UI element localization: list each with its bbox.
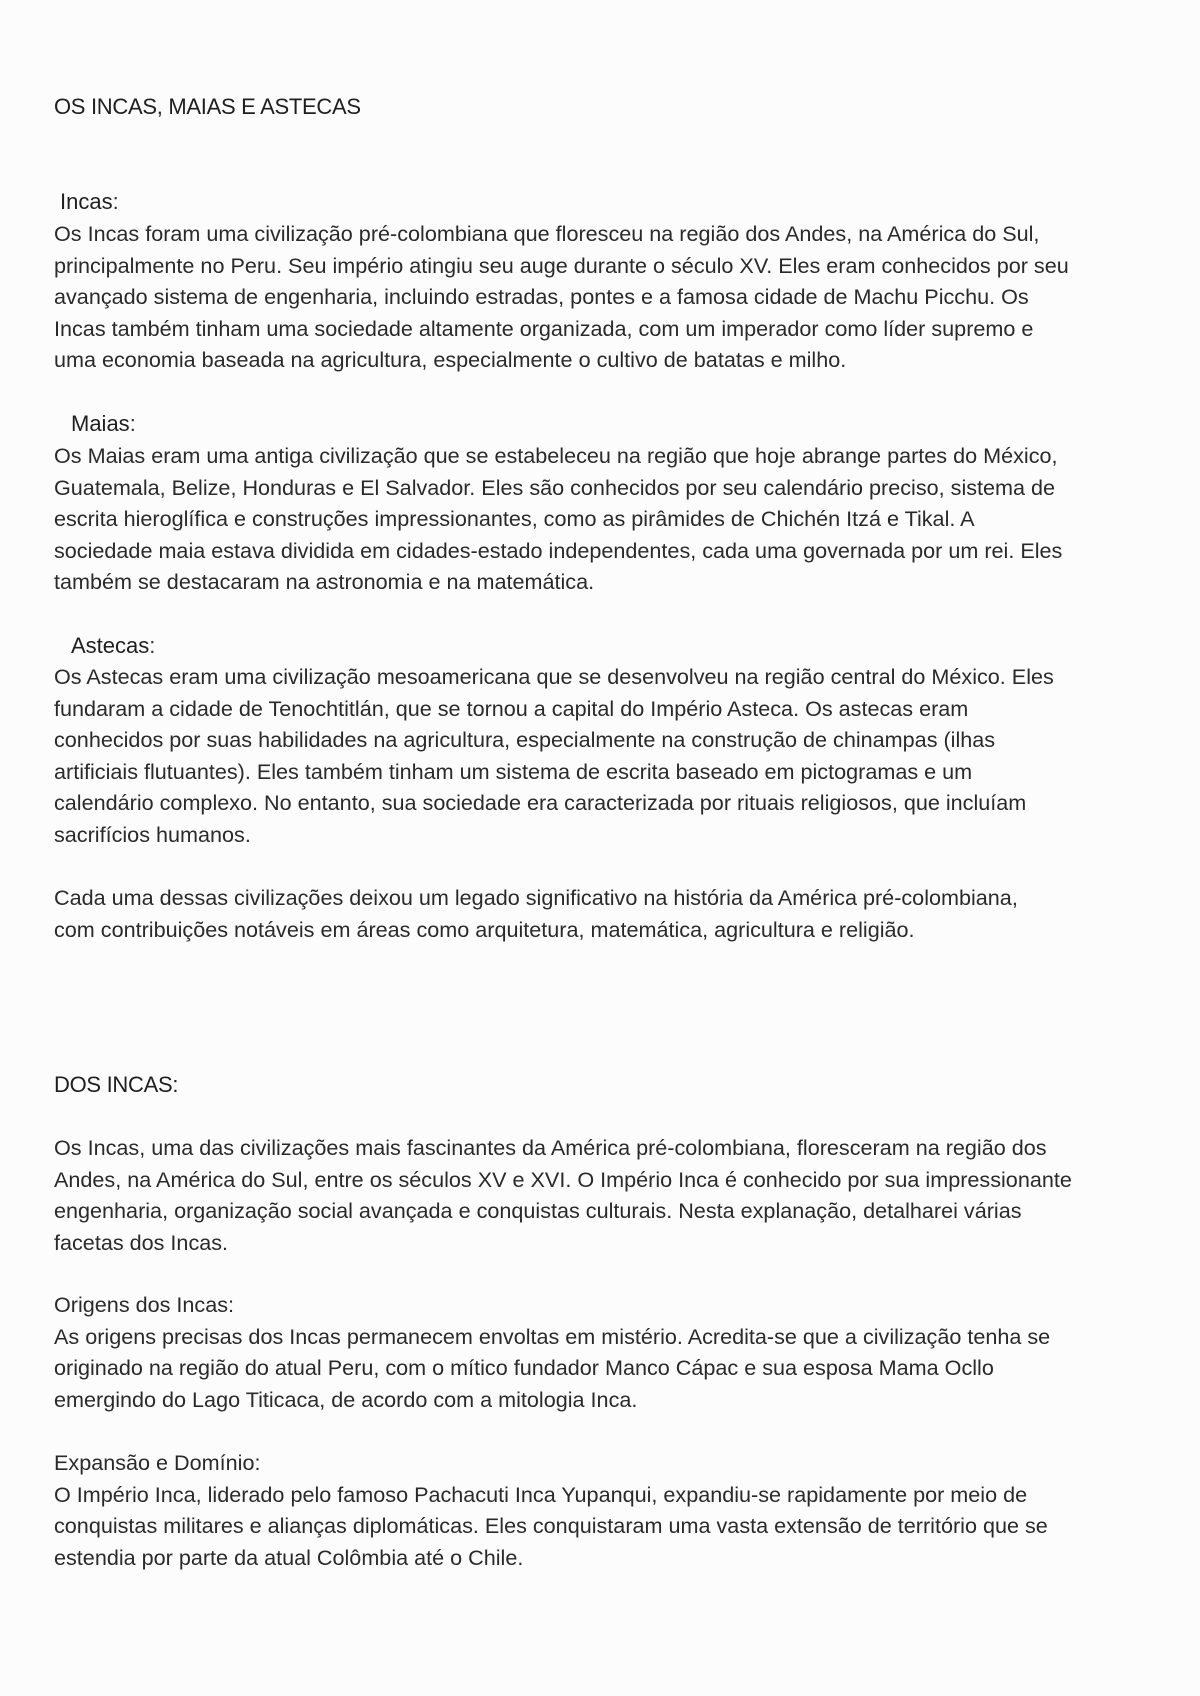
section-heading-astecas <box>71 633 155 659</box>
text-line: As origens precisas dos Incas permanecem envoltas em mistério. Acredita-se que a civilização tenha se <box>54 1323 1051 1349</box>
text-line: também se destacaram na astronomia e na matemática. <box>54 569 595 595</box>
text-line: Incas também tinham uma sociedade altamente organizada, com um imperador como líder supremo e <box>54 315 1034 341</box>
text-line: conquistas militares e alianças diplomáticas. Eles conquistaram uma vasta extensão de território que se <box>54 1513 1048 1539</box>
text-line: Os Incas, uma das civilizações mais fascinantes da América pré-colombiana, floresceram na região dos <box>54 1135 1047 1160</box>
paragraph-expansion <box>54 1447 1154 1573</box>
text-line: Cada uma dessas civilizações deixou um legado significativo na história da América pré-colombiana, <box>54 885 1018 910</box>
paragraph-origins <box>54 1289 1154 1415</box>
text-line: uma economia baseada na agricultura, especialmente o cultivo de batatas e milho. <box>54 347 847 373</box>
text-line: sociedade maia estava dividida em cidades-estado independentes, cada uma governada por um rei. Eles <box>54 537 1063 563</box>
text-line: artificiais flutuantes). Eles também tinham um sistema de escrita baseado em pictogramas e um <box>54 758 973 784</box>
text-line: avançado sistema de engenharia, incluindo estradas, pontes e a famosa cidade de Machu Picchu. Os <box>54 284 1029 310</box>
heading-colon: : <box>149 633 156 658</box>
paragraph-incas-intro <box>54 1132 1154 1258</box>
text-line: sacrifícios humanos. <box>54 821 251 847</box>
text-line: Os Astecas eram uma civilização mesoamericana que se desenvolveu na região central do México. Eles <box>54 664 1054 689</box>
text-line: com contribuições notáveis em áreas como arquitetura, matemática, agricultura e religião. <box>54 916 915 942</box>
text-line: Os Maias eram uma antiga civilização que se estabeleceu na região que hoje abrange partes do México, <box>54 443 1058 468</box>
text-line: facetas dos Incas. <box>54 1229 229 1255</box>
paragraph-conclusion <box>54 882 1154 945</box>
text-line: principalmente no Peru. Seu império atingiu seu auge durante o século XV. Eles eram conhecidos por seu <box>54 252 1069 278</box>
text-line: estendia por parte da atual Colômbia até o Chile. <box>54 1544 524 1570</box>
section-heading-label: Maias <box>71 411 130 436</box>
section-heading-maias <box>71 411 136 437</box>
text-line: conhecidos por suas habilidades na agricultura, especialmente na construção de chinampas (ilhas <box>54 727 996 753</box>
section-title-dos-incas: DOS INCAS: <box>54 1072 179 1097</box>
heading-colon: : <box>129 411 136 436</box>
text-line: O Império Inca, liderado pelo famoso Pachacuti Inca Yupanqui, expandiu-se rapidamente por meio de <box>54 1481 1028 1507</box>
text-line: engenharia, organização social avançada e conquistas culturais. Nesta explanação, detalharei várias <box>54 1198 1022 1224</box>
document-title: OS INCAS, MAIAS E ASTECAS <box>54 94 361 119</box>
text-line: emergindo do Lago Titicaca, de acordo com a mitologia Inca. <box>54 1386 638 1412</box>
text-line: Os Incas foram uma civilização pré-colombiana que floresceu na região dos Andes, na América do Sul, <box>54 221 1040 246</box>
paragraph-astecas <box>54 661 1154 851</box>
text-line: escrita hieroglífica e construções impressionantes, como as pirâmides de Chichén Itzá e Tikal. A <box>54 506 975 532</box>
subheading-expansion: Expansão e Domínio: <box>54 1450 261 1475</box>
text-line: Andes, na América do Sul, entre os séculos XV e XVI. O Império Inca é conhecido por sua impressionante <box>54 1166 1072 1192</box>
paragraph-maias <box>54 440 1154 598</box>
text-line: fundaram a cidade de Tenochtitlán, que se tornou a capital do Império Asteca. Os astecas eram <box>54 695 969 721</box>
section-heading-label: Astecas <box>71 633 150 658</box>
section-heading-label: Incas <box>60 189 113 214</box>
subheading-origins: Origens dos Incas: <box>54 1292 235 1317</box>
paragraph-incas <box>54 218 1154 376</box>
text-line: originado na região do atual Peru, com o mítico fundador Manco Cápac e sua esposa Mama Ocllo <box>54 1355 994 1381</box>
text-line: calendário complexo. No entanto, sua sociedade era caracterizada por rituais religiosos, que incluíam <box>54 790 1027 816</box>
section-heading-incas <box>60 189 119 215</box>
heading-colon: : <box>112 189 119 214</box>
text-line: Guatemala, Belize, Honduras e El Salvador. Eles são conhecidos por seu calendário preciso, sistema de <box>54 474 1056 500</box>
